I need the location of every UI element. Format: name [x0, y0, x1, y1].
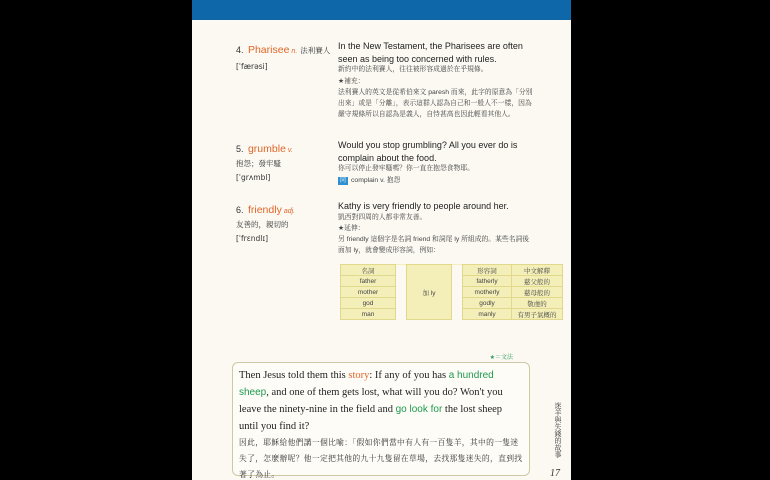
grammar-legend: ★＝文法 [489, 355, 513, 361]
highlight-story: story [348, 370, 370, 381]
table-cell: man [341, 309, 396, 320]
verse-chinese: 因此，耶穌給他們講一個比喻：「假如你們當中有人有一百隻羊，其中的一隻迷失了，怎麼辦呢？他一定把其他的九十九隻留在草場，去找那隻迷失的，直到找著了為止。 [239, 438, 523, 479]
table-cell: godly [463, 298, 512, 309]
table-cell: 慈父般的 [512, 276, 563, 287]
example-chinese: 凱西對四周的人都非常友善。 [338, 213, 427, 221]
chinese-gloss: 法利賽人 [300, 46, 331, 55]
synonym-text: complain v. 抱怨 [351, 176, 401, 184]
note-label: ★補充： [338, 77, 365, 85]
highlight-go-look-for: go look for [395, 404, 443, 415]
part-of-speech: v. [287, 147, 293, 154]
header-bar [192, 0, 571, 20]
verse-english: Then Jesus told them this story: If any of you has a hundred sheep, and one of them gets lost, what will you do? Won't you leave the ninety-nine in the field and go look for the lost sheep until you find it? [239, 370, 503, 432]
table-cell: 慈母般的 [512, 287, 563, 298]
table-cell: god [341, 298, 396, 309]
headword: grumble [247, 143, 286, 155]
pronunciation: [ˈfrɛndlɪ] [236, 234, 269, 243]
table-cell: 敬虔的 [512, 298, 563, 309]
table-cell: manly [463, 309, 512, 320]
note-text: 法利賽人的英文是從希伯來文 paresh 而來，此字的原意為「分別出來」或是「分離」，表示這群人認為自己和一般人不一樣，因為嚴守規條所以自認為是義人，自恃甚高也因此輕看其他人。 [338, 88, 533, 118]
headword: friendly [247, 204, 282, 216]
table-cell: father [341, 276, 396, 287]
chinese-definition: 友善的，親切的 [236, 220, 289, 229]
example-chinese: 你可以停止發牢騷嗎？你一直在抱怨食物耶。 [338, 165, 474, 172]
synonym-tag: 同 [340, 177, 347, 184]
example-english: Would you stop grumbling? All you ever do is complain about the food. [338, 140, 518, 163]
page-number: 17 [550, 468, 560, 479]
note-text: 另 friendly 這個字是名詞 friend 和詞尾 ly 所組成的。某些名詞後面加 ly，就會變成形容詞，例如： [338, 236, 530, 254]
part-of-speech: adj. [283, 208, 296, 215]
note-label: ★延伸： [338, 225, 365, 232]
highlight-hundred-sheep: a hundred sheep [239, 370, 494, 398]
table-header: 名詞 [341, 265, 396, 276]
table-middle-label: 加 ly [407, 265, 452, 320]
headword: Pharisee [247, 44, 290, 56]
example-english: Kathy is very friendly to people around her. [338, 201, 509, 211]
table-header: 中文解釋 [512, 265, 563, 276]
word-formation-table [340, 264, 563, 320]
synonym-line [338, 175, 534, 186]
chapter-side-title: 迷羊與失錢的故事 [554, 402, 561, 458]
table-cell: motherly [463, 287, 512, 298]
chinese-definition: 抱怨；發牢騷 [236, 159, 281, 168]
table-header-row [341, 265, 563, 276]
entry-number: 6. [236, 205, 244, 215]
table-cell: 有男子氣概的 [512, 309, 563, 320]
table-cell: mother [341, 287, 396, 298]
entry-number: 4. [236, 45, 244, 55]
table-header: 形容詞 [463, 265, 512, 276]
verse-box [232, 362, 530, 479]
entry-number: 5. [236, 144, 244, 154]
table-cell: fatherly [463, 276, 512, 287]
pronunciation: [ˈfærəsi] [236, 62, 268, 71]
pronunciation: [ˈgrʌmbl] [236, 173, 271, 182]
part-of-speech: n. [291, 48, 298, 55]
book-page [192, 0, 571, 480]
example-chinese: 新約中的法利賽人，往往被形容成過於在乎規條。 [338, 66, 488, 73]
example-english: In the New Testament, the Pharisees are often seen as being too concerned with rules. [338, 41, 523, 64]
